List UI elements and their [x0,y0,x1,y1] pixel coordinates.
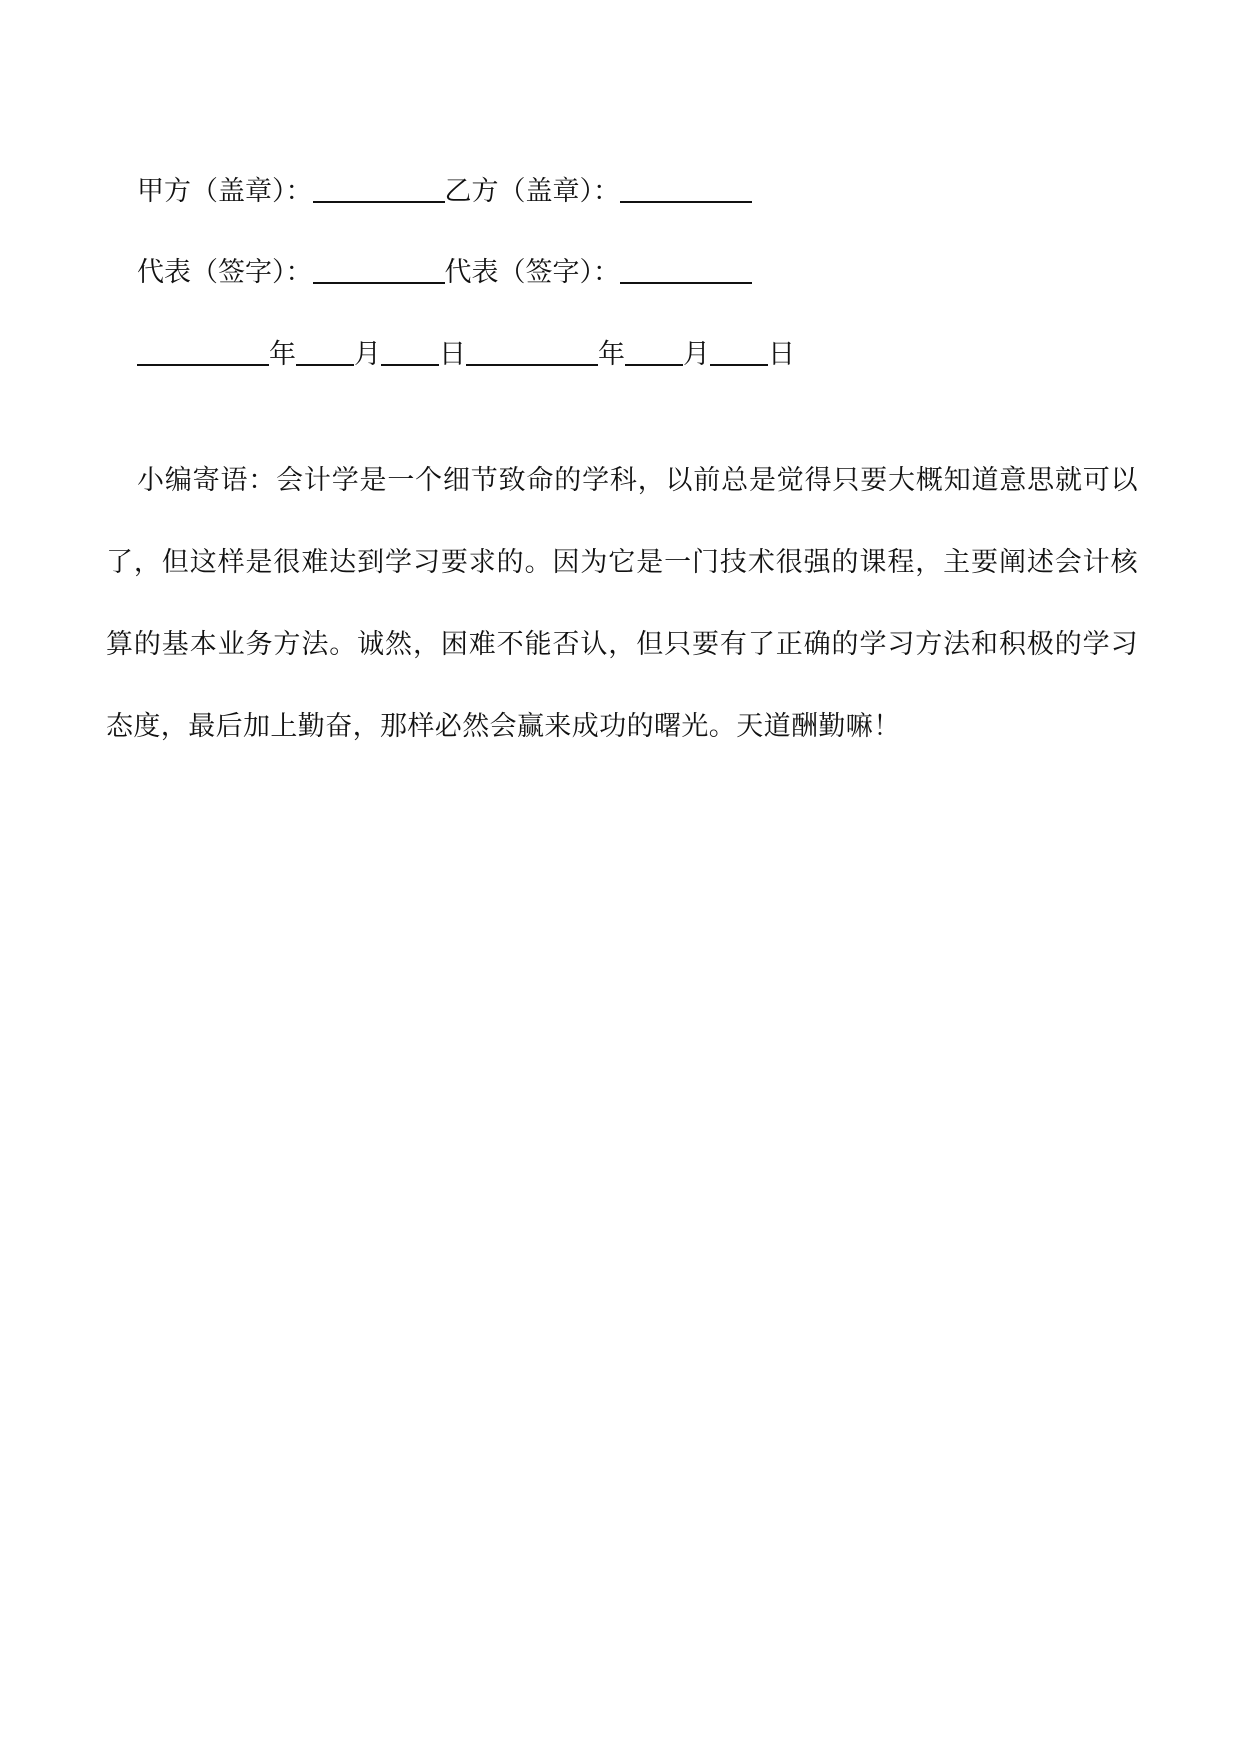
party-a-year-label: 年 [269,339,296,370]
party-b-seal-label: 乙方（盖章）： [444,176,620,207]
seal-line [137,174,752,210]
party-a-day-blank [381,340,439,366]
party-b-day-label: 日 [768,339,795,370]
party-b-year-blank [466,340,598,366]
party-a-month-blank [296,340,354,366]
party-a-rep-blank [313,258,445,284]
party-b-seal-blank [620,177,752,203]
party-b-day-blank [710,340,768,366]
party-a-seal-label: 甲方（盖章）： [137,176,313,207]
date-line [137,337,795,373]
party-a-rep-label: 代表（签字）： [137,257,313,288]
editor-note-paragraph: 小编寄语：会计学是一个细节致命的学科，以前总是觉得只要大概知道意思就可以了，但这样是很难达到学习要求的。因为它是一门技术很强的课程，主要阐述会计核算的基本业务方法。诚然，困难不能否认，但只要有了正确的学习方法和积极的学习态度，最后加上勤奋，那样必然会赢来成功的曙光。天道酬勤嘛！ [106,465,1138,742]
party-b-month-label: 月 [683,339,710,370]
party-b-month-blank [625,340,683,366]
party-b-rep-blank [620,258,752,284]
party-b-rep-label: 代表（签字）： [444,257,620,288]
party-a-year-blank [137,340,269,366]
party-b-year-label: 年 [598,339,625,370]
party-a-day-label: 日 [439,339,466,370]
representative-signature-line [137,255,752,291]
party-a-month-label: 月 [354,339,381,370]
party-a-seal-blank [313,177,445,203]
